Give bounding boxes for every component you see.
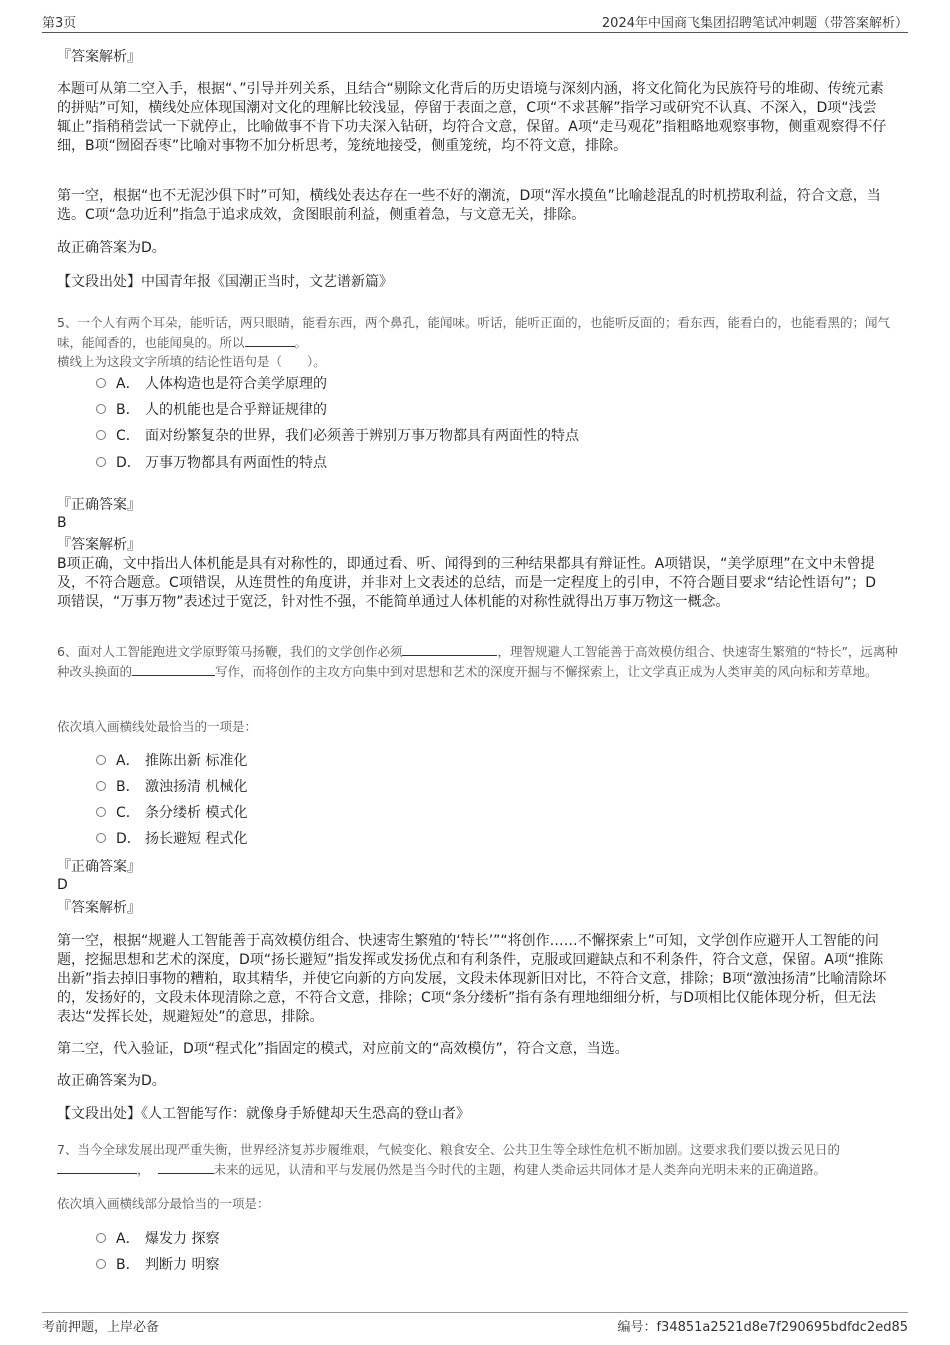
q5-option-d[interactable]: D． 万事万物都具有两面性的特点: [96, 453, 327, 473]
q6-analysis-para1: 第一空，根据“规避人工智能善于高效模仿组合、快速寄生繁殖的‘特长’”“将创作……不懈探索上”可知，文学创作应避开人工智能的问题，挖掘思想和艺术的深度，D项“扬长避短”指发挥或发扬优点和有利条件，克服或回避缺点和不利条件，符合文意，保留。A项“推陈出新”指去掉旧事物的糟粕，取其精华，并使它向新的方向发展，文段未体现新旧对比，不符合文意，排除；B项“激浊扬清”比喻清除坏的，发扬好的，文段未体现清除之意，不符合文意，排除；C项“条分缕析”指有条有理地细细分析，与D项相比仅能体现分析，但无法表达“发挥长处，规避短处”的意思，排除。: [57, 933, 887, 1025]
page-header: [42, 12, 908, 33]
correct-answer-label: 『正确答案』: [57, 497, 141, 513]
radio-icon[interactable]: [96, 755, 106, 765]
radio-icon[interactable]: [96, 457, 106, 467]
analysis-label: 『答案解析』: [57, 900, 141, 916]
q6-source: 【文段出处】《人工智能写作：就像身手矫健却天生恐高的登山者》: [57, 1106, 470, 1122]
q5-stem: 5、一个人有两个耳朵，能听话，两只眼睛，能看东西，两个鼻孔，能闻味。听话，能听正面的，也能听反面的；看东西，能看白的，也能看黑的；闻气味，能闻香的，也能闻臭的。所以 。: [57, 315, 890, 350]
q5-analysis: B项正确，文中指出人体机能是具有对称性的，即通过看、听、闻得到的三种结果都具有辩证性。A项错误，“美学原理”在文中未曾提及，不符合题意。C项错误，从连贯性的角度讲，并非对上文表述的总结，而是一定程度上的引申，不符合题目要求“结论性语句”；D项错误，“万事万物”表述过于宽泛，针对性不强，不能简单通过人体机能的对称性就得出万事万物这一概念。: [57, 556, 877, 610]
footer-slogan: 考前押题，上岸必备: [42, 1320, 160, 1335]
document-title: 2024年中国商飞集团招聘笔试冲刺题（带答案解析）: [601, 16, 908, 31]
q6-option-a[interactable]: A． 推陈出新 标准化: [96, 751, 247, 771]
q4-conclusion: 故正确答案为D。: [57, 240, 166, 256]
q4-source: 【文段出处】中国青年报《国潮正当时，文艺谱新篇》: [57, 274, 393, 290]
blank: [245, 334, 295, 347]
q6-ask: 依次填入画横线处最恰当的一项是：: [57, 719, 258, 734]
q5-option-c[interactable]: C． 面对纷繁复杂的世界，我们必须善于辨别万事万物都具有两面性的特点: [96, 426, 579, 446]
page-number: 第3页: [42, 16, 77, 31]
q5-answer: B: [57, 515, 67, 531]
q7-option-b[interactable]: B． 判断力 明察: [96, 1255, 219, 1275]
q4-analysis-para1: 本题可从第二空入手，根据“、”引导并列关系，且结合“剔除文化背后的历史语境与深刻内涵，将文化简化为民族符号的堆砌、传统元素的拼贴”可知，横线处应体现国潮对文化的理解比较浅显，停留于表面之意，C项“不求甚解”指学习或研究不认真、不深入，D项“浅尝辄止”指稍稍尝试一下就停止，比喻做事不肯下功夫深入钻研，均符合文意，保留。A项“走马观花”指粗略地观察事物，侧重观察得不仔细，B项“囫囵吞枣”比喻对事物不加分析思考，笼统地接受，侧重笼统，均不符文意，排除。: [57, 81, 887, 154]
q6-conclusion: 故正确答案为D。: [57, 1073, 166, 1089]
radio-icon[interactable]: [96, 378, 106, 388]
q7-ask: 依次填入画横线部分最恰当的一项是：: [57, 1196, 270, 1211]
q6-analysis-para2: 第二空，代入验证，D项“程式化”指固定的模式，对应前文的“高效模仿”，符合文意，当选。: [57, 1041, 629, 1057]
radio-icon[interactable]: [96, 1233, 106, 1243]
radio-icon[interactable]: [96, 781, 106, 791]
q6-option-c[interactable]: C． 条分缕析 模式化: [96, 803, 247, 823]
radio-icon[interactable]: [96, 807, 106, 817]
q6-option-b[interactable]: B． 激浊扬清 机械化: [96, 777, 247, 797]
q5-option-a[interactable]: A． 人体构造也是符合美学原理的: [96, 374, 327, 394]
correct-answer-label: 『正确答案』: [57, 859, 141, 875]
radio-icon[interactable]: [96, 1259, 106, 1269]
q7-stem: 7、当今全球发展出现严重失衡，世界经济复苏步履维艰，气候变化、粮食安全、公共卫生等全球性危机不断加剧。这要求我们要以拨云见日的， 未来的远见，认清和平与发展仍然是当今时代的主题，构建人类命运共同体才是人类奔向光明未来的正确道路。: [57, 1142, 840, 1177]
analysis-label: 『答案解析』: [57, 49, 141, 65]
q5-option-b[interactable]: B． 人的机能也是合乎辩证规律的: [96, 400, 327, 420]
page-footer: [42, 1312, 908, 1335]
document-code: 编号：f34851a2521d8e7f290695bdfdc2ed85: [617, 1320, 908, 1335]
q6-stem: 6、面对人工智能跑进文学原野策马扬鞭，我们的文学创作必须 ，理智规避人工智能善于高效模仿组合、快速寄生繁殖的“特长”，远离种种改头换面的 写作，而将创作的主攻方向集中到对思想和艺术的深度开掘与不懈探索上，让文学真正成为人类审美的风向标和芳草地。: [57, 644, 898, 679]
q4-analysis-para2: 第一空，根据“也不无泥沙俱下时”可知，横线处表达存在一些不好的潮流，D项“浑水摸鱼”比喻趁混乱的时机捞取利益，符合文意，当选。C项“急功近利”指急于追求成效，贪图眼前利益，侧重着急，与文意无关，排除。: [57, 188, 881, 223]
analysis-label: 『答案解析』: [57, 537, 141, 553]
blank: [158, 1161, 214, 1174]
radio-icon[interactable]: [96, 430, 106, 440]
blank: [402, 643, 497, 656]
radio-icon[interactable]: [96, 833, 106, 843]
q6-option-d[interactable]: D． 扬长避短 程式化: [96, 829, 247, 849]
q5-ask: 横线上为这段文字所填的结论性语句是（ ）。: [57, 354, 326, 369]
q7-option-a[interactable]: A． 爆发力 探察: [96, 1229, 219, 1249]
blank: [57, 1161, 137, 1174]
radio-icon[interactable]: [96, 404, 106, 414]
q6-answer: D: [57, 877, 68, 893]
blank: [132, 663, 215, 676]
